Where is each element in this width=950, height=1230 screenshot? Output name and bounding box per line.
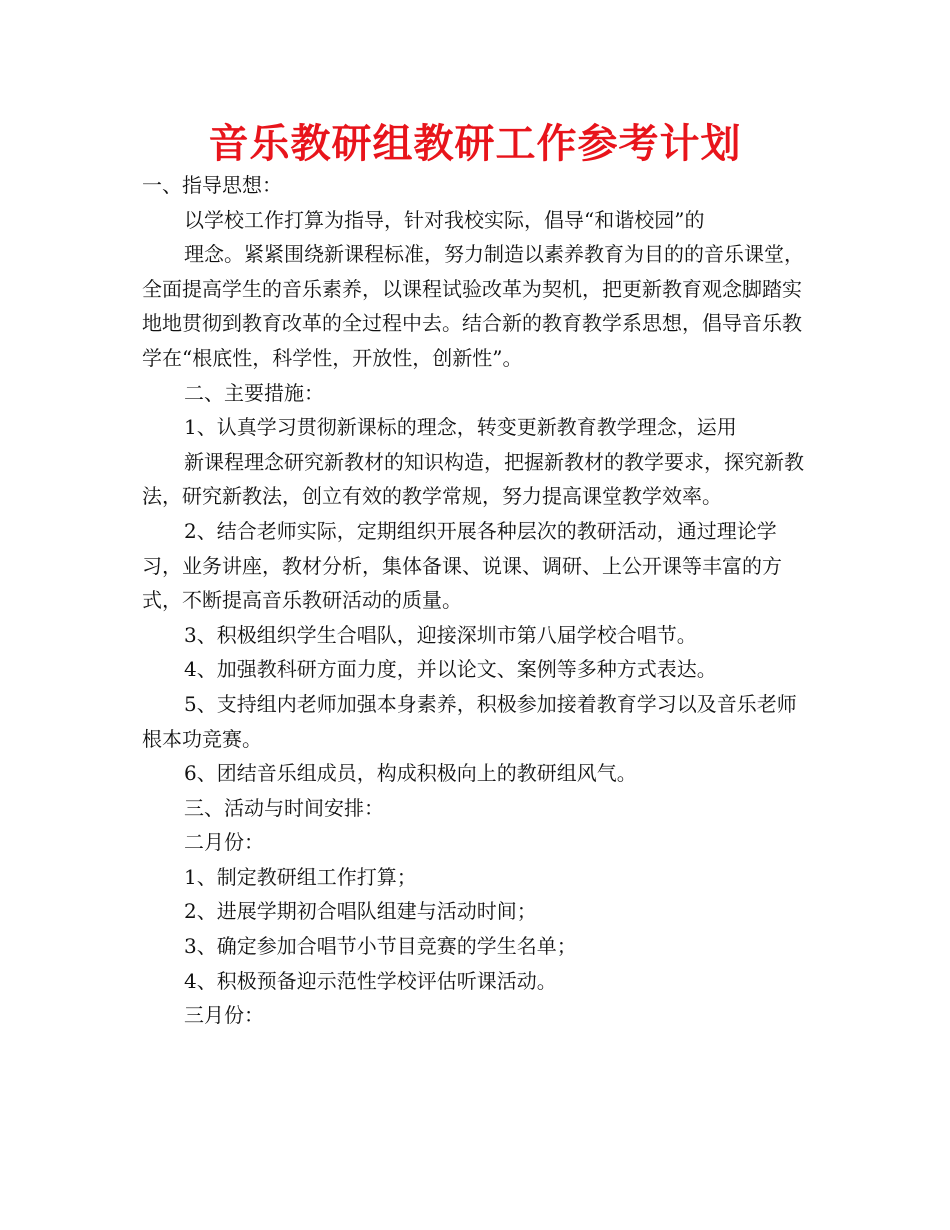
- measure-item-1-line-1: 1、认真学习贯彻新课标的理念，转变更新教育教学理念，运用: [184, 415, 737, 440]
- measure-item-5: 5、支持组内老师加强本身素养，积极参加接着教育学习以及音乐老师根本功竞赛。: [142, 691, 797, 751]
- february-item-3: 3、确定参加合唱节小节目竞赛的学生名单；: [184, 934, 577, 959]
- measure-item-1-body: 新课程理念研究新教材的知识构造，把握新教材的教学要求，探究新教法，研究新教法，创立有效的教学常规，努力提高课堂教学效率。: [142, 449, 804, 509]
- document-body: [142, 168, 812, 1033]
- section-heading-measures: 二、主要措施：: [184, 380, 324, 405]
- paragraph-guiding-line-1: 以学校工作打算为指导，针对我校实际，倡导“和谐校园”的: [184, 207, 705, 232]
- month-heading-february: 二月份：: [184, 830, 264, 855]
- month-heading-march: 三月份：: [184, 1003, 264, 1028]
- measure-item-3: 3、积极组织学生合唱队，迎接深圳市第八届学校合唱节。: [184, 622, 697, 647]
- section-heading-schedule: 三、活动与时间安排：: [184, 795, 384, 820]
- measure-item-6: 6、团结音乐组成员，构成积极向上的教研组风气。: [184, 761, 637, 786]
- section-heading-guiding-thought: 一、指导思想：: [142, 173, 282, 197]
- paragraph-guiding-body: 理念。紧紧围绕新课程标准，努力制造以素养教育为目的的音乐课堂，全面提高学生的音乐素养，以课程试验改革为契机，把更新教育观念脚踏实地地贯彻到教育改革的全过程中去。结合新的教育教学系思想，倡导音乐教学在“根底性，科学性，开放性，创新性”。: [142, 242, 804, 370]
- february-item-2: 2、进展学期初合唱队组建与活动时间；: [184, 899, 537, 924]
- february-item-4: 4、积极预备迎示范性学校评估听课活动。: [184, 968, 557, 993]
- measure-item-4: 4、加强教科研方面力度，并以论文、案例等多种方式表达。: [184, 657, 717, 682]
- measure-item-2: 2、结合老师实际，定期组织开展各种层次的教研活动，通过理论学习，业务讲座，教材分析，集体备课、说课、调研、上公开课等丰富的方式，不断提高音乐教研活动的质量。: [142, 518, 782, 613]
- document-title: 音乐教研组教研工作参考计划: [208, 121, 742, 167]
- february-item-1: 1、制定教研组工作打算；: [184, 864, 417, 889]
